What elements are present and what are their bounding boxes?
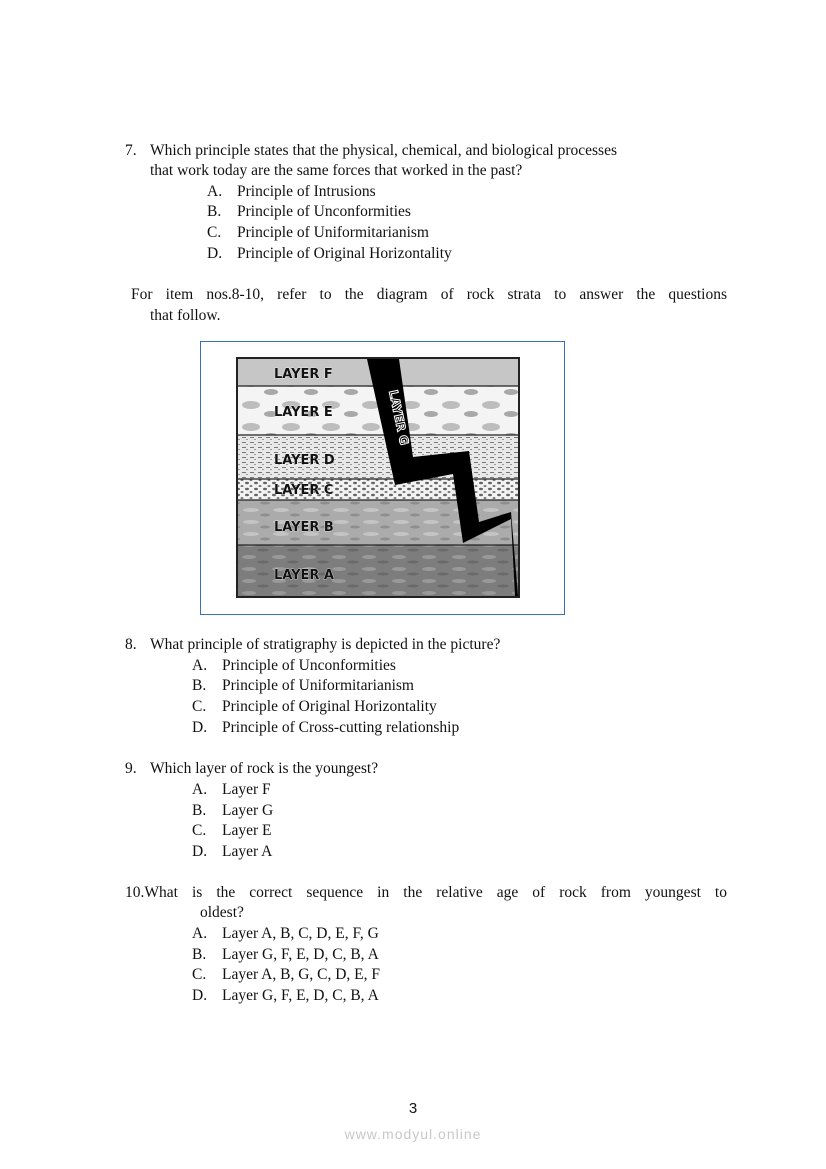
watermark: www.modyul.online: [344, 1126, 482, 1142]
q7-line2: that work today are the same forces that worked in the past?: [150, 162, 523, 179]
instruction-line2: that follow.: [150, 307, 221, 324]
instruction-line1: For item nos.8-10, refer to the diagram of rock strata to answer the questions: [131, 286, 727, 303]
q8-choice-b: [192, 677, 414, 695]
q10-text: What is the correct sequence in the relative age of rock from youngest to: [144, 884, 727, 901]
choice-letter: C.: [192, 822, 207, 839]
choice-text: Principle of Original Horizontality: [237, 245, 452, 262]
q8-number: 8.: [125, 636, 137, 653]
q9-line1: [125, 760, 378, 778]
choice-text: Principle of Original Horizontality: [222, 698, 437, 715]
choice-letter: B.: [192, 802, 207, 819]
choice-text: Principle of Uniformitarianism: [222, 677, 414, 694]
layer-a-label: LAYER A: [274, 568, 334, 583]
q7-choice-c: [207, 224, 429, 242]
q9-choice-a: [192, 781, 271, 799]
q10-choice-d: [192, 987, 379, 1005]
choice-letter: A.: [192, 781, 208, 798]
q10-choice-a: [192, 925, 379, 943]
q8-line1: [125, 636, 500, 654]
choice-text: Principle of Cross-cutting relationship: [222, 719, 460, 736]
layer-b-label: LAYER B: [274, 520, 334, 535]
choice-text: Layer E: [222, 822, 272, 839]
choice-text: Principle of Unconformities: [237, 203, 411, 220]
q10-line1: [125, 884, 727, 902]
rock-strata-diagram: [200, 341, 565, 615]
choice-letter: D.: [207, 245, 223, 262]
choice-letter: B.: [207, 203, 222, 220]
layer-e-label: LAYER E: [274, 405, 333, 420]
q7-number: 7.: [125, 142, 137, 159]
q10-choice-b: [192, 946, 379, 964]
q7-choice-d: [207, 245, 452, 263]
choice-letter: B.: [192, 677, 207, 694]
q7-text: Which principle states that the physical, chemical, and biological processes: [150, 142, 617, 159]
layer-g-label: LAYER G: [386, 388, 412, 447]
q7-choice-a: [207, 183, 376, 201]
q10-number: 10.: [125, 884, 145, 901]
choice-text: Layer A, B, G, C, D, E, F: [222, 966, 381, 983]
q9-choice-d: [192, 843, 272, 861]
choice-text: Principle of Unconformities: [222, 657, 396, 674]
choice-text: Layer A, B, C, D, E, F, G: [222, 925, 379, 942]
choice-letter: D.: [192, 987, 208, 1004]
choice-letter: A.: [207, 183, 223, 200]
q10-choice-c: [192, 966, 380, 984]
q8-text: What principle of stratigraphy is depicted in the picture?: [150, 636, 501, 653]
q7-line1: [125, 142, 617, 160]
choice-letter: C.: [192, 698, 207, 715]
q8-choice-a: [192, 657, 396, 675]
q9-text: Which layer of rock is the youngest?: [150, 760, 379, 777]
choice-text: Layer G: [222, 802, 274, 819]
layer-d-label: LAYER D: [274, 453, 335, 468]
choice-letter: C.: [207, 224, 222, 241]
choice-letter: B.: [192, 946, 207, 963]
choice-text: Principle of Intrusions: [237, 183, 376, 200]
layer-c-label: LAYER C: [274, 483, 334, 498]
choice-letter: D.: [192, 719, 208, 736]
q7-choice-b: [207, 203, 411, 221]
q8-choice-c: [192, 698, 437, 716]
choice-text: Layer F: [222, 781, 271, 798]
layer-f-label: LAYER F: [274, 367, 333, 382]
choice-text: Layer A: [222, 843, 273, 860]
choice-text: Layer G, F, E, D, C, B, A: [222, 987, 379, 1004]
q8-choice-d: [192, 719, 459, 737]
choice-letter: A.: [192, 657, 208, 674]
q9-choice-c: [192, 822, 271, 840]
q9-number: 9.: [125, 760, 137, 777]
choice-letter: D.: [192, 843, 208, 860]
page-number: 3: [408, 1100, 418, 1117]
choice-text: Layer G, F, E, D, C, B, A: [222, 946, 379, 963]
choice-letter: A.: [192, 925, 208, 942]
rock-strata-svg: [201, 342, 566, 616]
q10-line2: oldest?: [200, 904, 244, 921]
choice-text: Principle of Uniformitarianism: [237, 224, 429, 241]
choice-letter: C.: [192, 966, 207, 983]
q9-choice-b: [192, 802, 273, 820]
